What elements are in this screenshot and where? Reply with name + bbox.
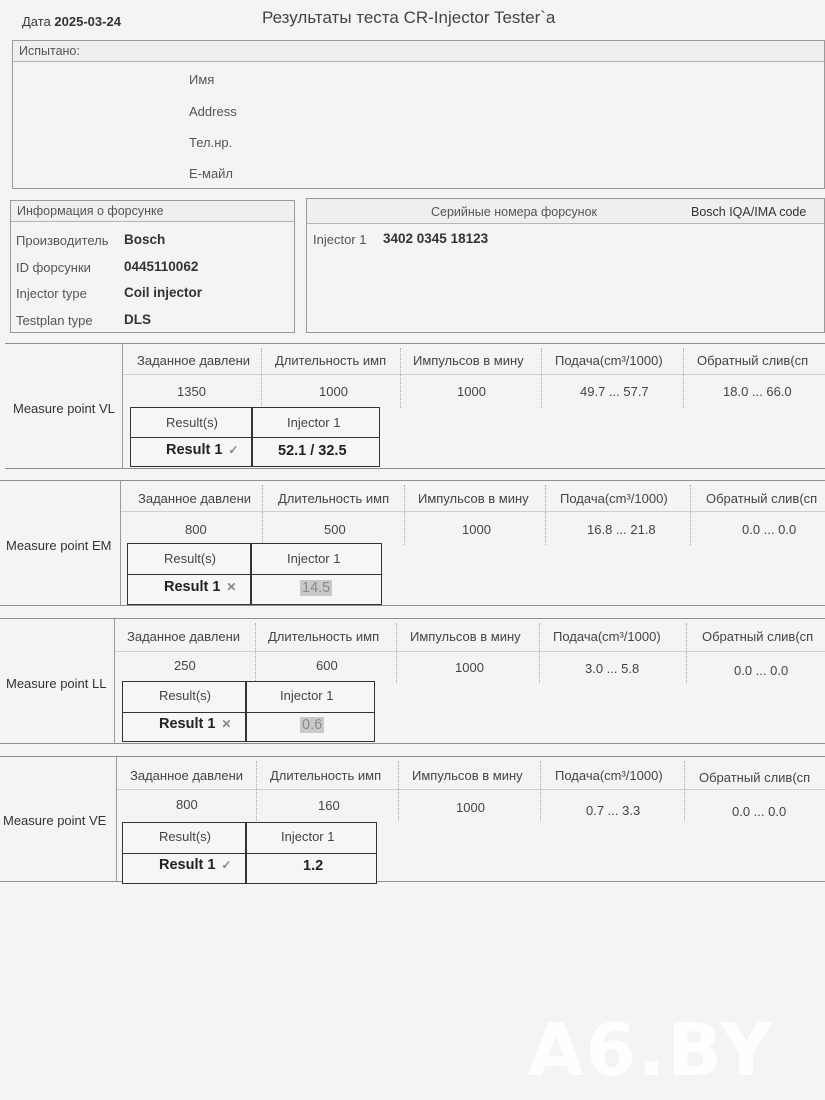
injector-info-box (10, 200, 295, 333)
date-line (22, 14, 121, 29)
header-return: Обратный слив(cп (699, 770, 811, 785)
value-pressure: 250 (174, 658, 196, 673)
result-label: Result 1 ✓ (159, 857, 232, 873)
value-duration: 160 (318, 798, 340, 813)
serial-injector-label: Injector 1 (313, 232, 367, 247)
page-title: Результаты теста CR-Injector Tester`a (262, 8, 556, 27)
value-return: 0.0 ... 0.0 (734, 663, 789, 678)
cross-icon: ✕ (226, 580, 237, 594)
result-table (130, 407, 380, 467)
injector-header: Injector 1 (280, 688, 334, 703)
info-value-testplan: DLS (124, 312, 151, 327)
measure-point-em (0, 480, 825, 606)
check-icon: ✓ (228, 443, 239, 457)
info-label-testplan: Testplan type (16, 313, 93, 328)
value-return: 18.0 ... 66.0 (723, 384, 792, 399)
result-value: 52.1 / 32.5 (278, 443, 347, 459)
header-duration: Длительность имп (270, 768, 382, 783)
result-table (122, 681, 375, 742)
header-duration: Длительность имп (278, 491, 390, 506)
measure-point-label: Measure point EM (6, 538, 112, 553)
result-value: 14.5 (302, 580, 331, 596)
cross-icon: ✕ (221, 717, 232, 731)
info-label-manufacturer: Производитель (16, 233, 109, 248)
value-duration: 600 (316, 658, 338, 673)
header-pressure: Заданное давлени (137, 353, 251, 368)
tested-field-phone: Тел.нр. (189, 135, 233, 150)
value-pulses: 1000 (457, 384, 486, 399)
serials-code-heading: Bosch IQA/IMA code (691, 205, 807, 219)
serial-injector-value: 3402 0345 18123 (383, 231, 489, 246)
value-delivery: 0.7 ... 3.3 (586, 803, 641, 818)
header-pressure: Заданное давлени (138, 491, 252, 506)
result-header: Result(s) (166, 415, 219, 430)
value-pulses: 1000 (456, 800, 485, 815)
header-pressure: Заданное давлени (130, 768, 244, 783)
tested-field-address: Address (189, 104, 237, 119)
measure-point-label: Measure point LL (6, 676, 107, 691)
date-label: Дата (22, 14, 51, 29)
tested-heading: Испытано: (19, 44, 80, 58)
value-pressure: 1350 (177, 384, 206, 399)
injector-info-heading: Информация о форсунке (17, 204, 164, 218)
tested-field-name: Имя (189, 72, 215, 87)
header-delivery: Подача(cm³/1000) (560, 491, 668, 506)
measure-point-ll (0, 618, 825, 744)
serials-heading: Серийные номера форсунок (431, 205, 597, 219)
injector-info-header (11, 201, 294, 222)
serials-header (307, 199, 824, 224)
value-duration: 1000 (319, 384, 348, 399)
measure-point-label: Measure point VL (13, 401, 115, 416)
header-pulses: Импульсов в мину (410, 629, 521, 644)
result-label: Result 1 ✕ (164, 579, 237, 595)
header-duration: Длительность имп (268, 629, 380, 644)
result-header: Result(s) (159, 829, 212, 844)
result-header: Result(s) (159, 688, 212, 703)
injector-header: Injector 1 (287, 415, 341, 430)
value-duration: 500 (324, 522, 346, 537)
header-pulses: Импульсов в мину (418, 491, 529, 506)
value-delivery: 49.7 ... 57.7 (580, 384, 649, 399)
value-delivery: 16.8 ... 21.8 (587, 522, 656, 537)
header-return: Обратный слив(cп (706, 491, 818, 506)
info-label-type: Injector type (16, 286, 87, 301)
tested-box (12, 40, 825, 189)
info-value-manufacturer: Bosch (124, 232, 166, 247)
result-label: Result 1 ✕ (159, 716, 232, 732)
value-pulses: 1000 (462, 522, 491, 537)
info-label-id: ID форсунки (16, 260, 91, 275)
check-icon: ✓ (221, 858, 232, 872)
measure-point-label: Measure point VE (3, 813, 107, 828)
result-label: Result 1 ✓ (166, 442, 239, 458)
value-pulses: 1000 (455, 660, 484, 675)
injector-header: Injector 1 (287, 551, 341, 566)
tested-field-email: E-майл (189, 166, 234, 181)
measure-point-ve (0, 756, 825, 882)
result-value: 1.2 (303, 858, 324, 874)
header-return: Обратный слив(cп (697, 353, 809, 368)
result-table (122, 822, 377, 884)
value-delivery: 3.0 ... 5.8 (585, 661, 640, 676)
date-value: 2025-03-24 (54, 14, 121, 29)
serials-box (306, 198, 825, 333)
tested-box-header (13, 41, 824, 62)
watermark-logo: A6.BY (528, 1008, 775, 1092)
value-return: 0.0 ... 0.0 (742, 522, 797, 537)
header-pulses: Импульсов в мину (412, 768, 523, 783)
header-duration: Длительность имп (275, 353, 387, 368)
info-value-id: 0445110062 (124, 259, 199, 274)
header-pressure: Заданное давлени (127, 629, 241, 644)
result-table (127, 543, 382, 605)
header-pulses: Импульсов в мину (413, 353, 524, 368)
header-delivery: Подача(cm³/1000) (553, 629, 661, 644)
injector-header: Injector 1 (281, 829, 335, 844)
value-return: 0.0 ... 0.0 (732, 804, 787, 819)
header-delivery: Подача(cm³/1000) (555, 353, 663, 368)
result-header: Result(s) (164, 551, 217, 566)
header-delivery: Подача(cm³/1000) (555, 768, 663, 783)
value-pressure: 800 (185, 522, 207, 537)
value-pressure: 800 (176, 797, 198, 812)
measure-point-vl (5, 343, 825, 469)
result-value: 0.6 (302, 717, 323, 733)
info-value-type: Coil injector (124, 285, 203, 300)
header-return: Обратный слив(cп (702, 629, 814, 644)
